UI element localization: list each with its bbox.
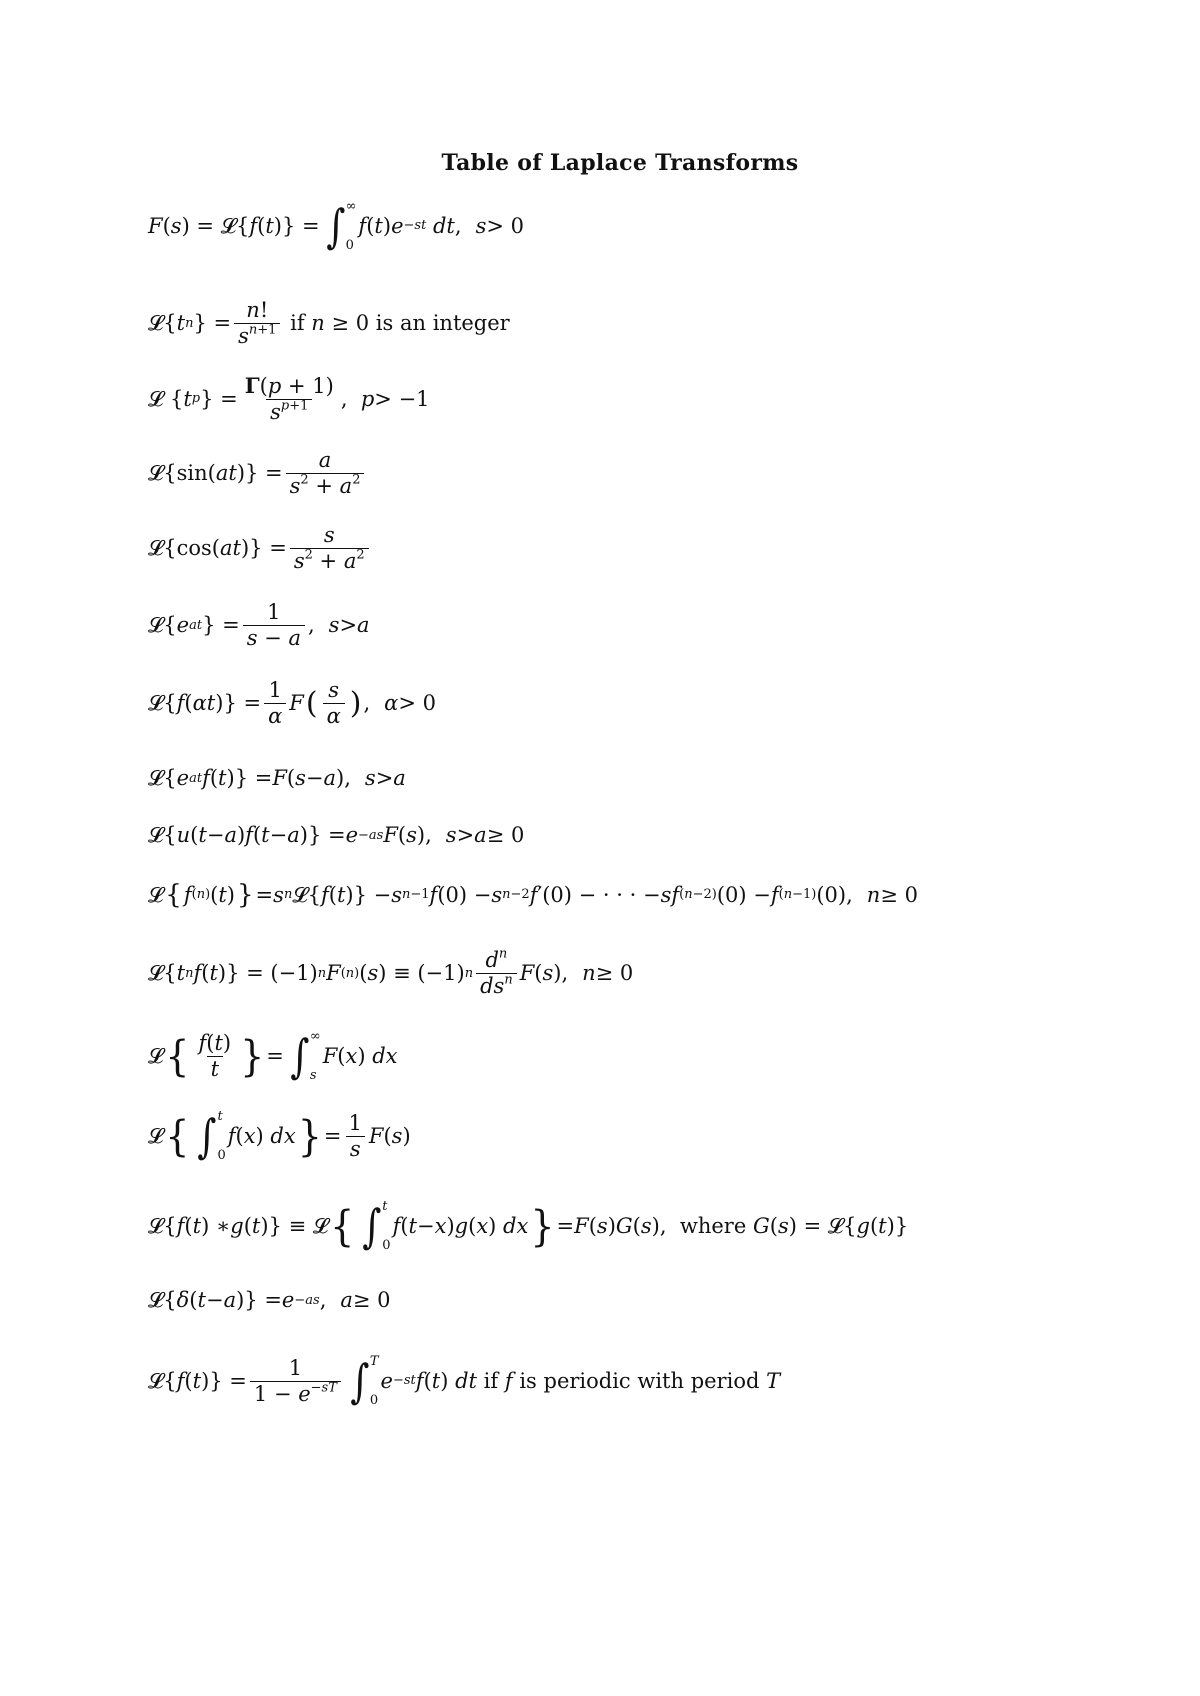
formula-integral: 𝓛 { ∫ t 0 f ( x ) dx } = $\frac{1}{s}$ F ( s ) xyxy=(148,1109,411,1163)
integral-sign: ∫ ∞ 0 xyxy=(326,199,357,253)
formula-periodic: 𝓛{ f ( t )} = $\frac{1}{1 - e^{-sT}}$ ∫ T 0 e −st f ( t ) dt if f is periodic with period T xyxy=(148,1354,781,1408)
formula-delta: 𝓛{ δ ( t − a )} = e −as , a ≥ 0 xyxy=(148,1288,391,1312)
formula-shift-s: 𝓛{ e at f ( t )} = F ( s − a ), s > a xyxy=(148,766,406,790)
formula-cosine: 𝓛{cos( at )} = $\frac{s}{s^2 + a^2}$ xyxy=(148,525,372,572)
where-text: where xyxy=(679,1213,747,1238)
formula-power-real: 𝓛 { t p } = $\frac{\Gamma(p + 1)}{s^{p+1}}$ , p > −1 xyxy=(148,373,430,424)
formula-derivative: 𝓛 { f (n) ( t ) } = s n 𝓛{ f ( t )} − s n−1 f (0) − s n−2 f ′(0) − · · · − sf (n−2) (0) − f (n−1) (0), n ≥ 0 xyxy=(148,880,918,910)
formula-multiply-tn: 𝓛{ t n f ( t )} = (−1) n F (n) ( s ) ≡ (−1) n $\frac{d^n}{ds^n}$ F ( s ), n ≥ 0 xyxy=(148,946,634,998)
formula-sine: 𝓛{sin( at )} = $\frac{a}{s^2 + a^2}$ xyxy=(148,450,367,497)
if-text: if xyxy=(483,1368,499,1393)
formula-shift-t: 𝓛{ u ( t − a ) f ( t − a )} = e −as F ( s ), s > a ≥ 0 xyxy=(148,823,525,847)
formula-definition: F ( s ) = 𝓛{ f ( t )} = ∫ ∞ 0 f ( t ) e −st dt , s > 0 xyxy=(148,199,524,253)
formula-divide-t: 𝓛 { $\frac{f(t)}{t}$ } = ∫ ∞ s F ( x ) dx xyxy=(148,1029,398,1083)
formula-convolution: 𝓛{ f ( t ) ∗ g ( t )} ≡ 𝓛 { ∫ t 0 f ( t − x ) g ( x ) dx } = F ( s ) G ( s ), where G ( s ) = 𝓛{ g ( t )} xyxy=(148,1199,909,1253)
formula-exponential: 𝓛{ e at } = $\frac{1}{s - a}$ , s > a xyxy=(148,600,370,650)
formula-scaling: 𝓛{ f ( αt )} = $\frac{1}{\alpha}$ F ( $\frac{s}{\alpha}$ ) , α > 0 xyxy=(148,678,436,728)
page-title: Table of Laplace Transforms xyxy=(441,150,799,176)
periodic-text: is periodic with period xyxy=(519,1368,760,1393)
formula-power-integer: 𝓛{ t n } = $\frac{n!}{s^{n+1}}$ if n ≥ 0 is an integer xyxy=(148,298,510,348)
